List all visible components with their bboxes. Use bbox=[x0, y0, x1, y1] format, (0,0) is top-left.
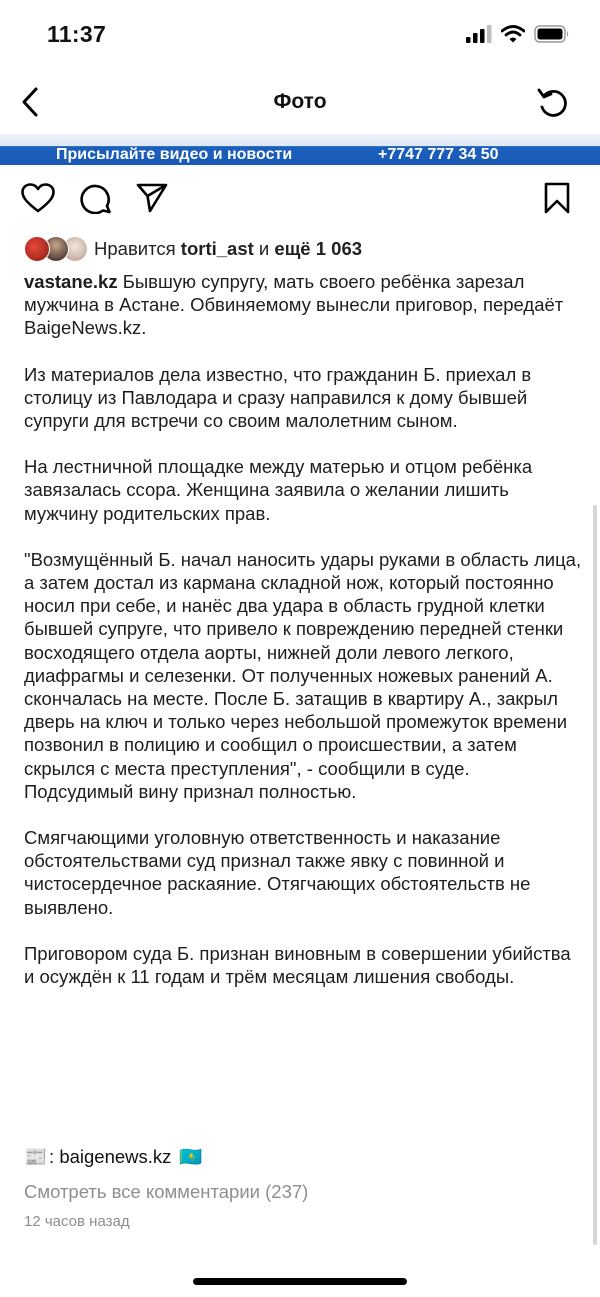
post-actions bbox=[0, 178, 600, 224]
home-indicator[interactable] bbox=[193, 1278, 407, 1285]
status-time: 11:37 bbox=[47, 21, 107, 47]
status-bar bbox=[0, 0, 600, 70]
status-icons bbox=[466, 25, 570, 43]
comment-icon bbox=[80, 182, 112, 214]
caption-paragraph: Приговором суда Б. признан виновным в совершении убийства и осуждён к 11 годам и трём месяцам лишения свободы. bbox=[24, 942, 571, 988]
scrollbar[interactable] bbox=[593, 505, 597, 1245]
caption-paragraph: На лестничной площадке между матерью и отцом ребёнка завязалась ссора. Женщина заявила о желании лишить мужчину родительских прав. bbox=[24, 456, 533, 524]
likes-joiner: и bbox=[258, 238, 270, 259]
post-image[interactable] bbox=[0, 134, 600, 165]
banner-phone: +7747 777 34 50 bbox=[378, 146, 499, 163]
refresh-icon bbox=[536, 86, 570, 120]
post-caption bbox=[24, 270, 584, 988]
caption-paragraph bbox=[24, 270, 584, 340]
post-timestamp: 12 часов назад bbox=[24, 1213, 130, 1230]
nav-bar bbox=[0, 72, 600, 134]
page-title: Фото bbox=[273, 90, 327, 113]
avatar bbox=[24, 236, 50, 262]
kazakhstan-flag-icon: 🇰🇿 bbox=[179, 1146, 203, 1167]
bookmark-icon bbox=[544, 182, 570, 214]
liker-avatars[interactable] bbox=[24, 236, 88, 262]
likes-count[interactable]: ещё 1 063 bbox=[274, 238, 363, 259]
newspaper-icon: 📰 bbox=[24, 1146, 48, 1167]
likes-summary[interactable] bbox=[94, 238, 362, 260]
view-all-comments-link[interactable]: Смотреть все комментарии (237) bbox=[24, 1181, 309, 1202]
caption-paragraph: Из материалов дела известно, что гражданин Б. приехал в столицу из Павлодара и сразу направился к дому бывшей супруги для встречи со своим малолетним сыном. bbox=[24, 363, 532, 432]
caption-text: Бывшую супругу, мать своего ребёнка зарезал мужчина в Астане. Обвиняемому вынесли приговор, передаёт BaigeNews.kz. bbox=[24, 271, 564, 339]
comment-button[interactable] bbox=[76, 178, 116, 218]
like-button[interactable] bbox=[18, 178, 58, 218]
caption-source bbox=[24, 1146, 202, 1168]
caption-paragraph: Подсудимый вину признал полностью. bbox=[24, 780, 357, 802]
wifi-icon bbox=[501, 25, 525, 43]
liker-username[interactable]: torti_ast bbox=[180, 238, 254, 259]
banner-text: Присылайте видео и новости bbox=[56, 146, 293, 163]
likes-row bbox=[24, 236, 362, 262]
author-username[interactable]: vastane.kz bbox=[24, 271, 118, 292]
paper-plane-icon bbox=[136, 183, 168, 213]
save-button[interactable] bbox=[537, 178, 577, 218]
caption-paragraph: "Возмущённый Б. начал наносить удары руками в область лица, а затем достал из кармана складной нож, который постоянно носил при себе, и нанёс два удара в область грудной клетки бывшей супруге, что привело к повреждению передней стенки восходящего отдела аорты, нижней доли левого легкого, диафрагмы и селезенки. От полученных ножевых ранений А. скончалась на месте. После Б. затащив в квартиру А., закрыл дверь на ключ и только через небольшой промежуток времени позвонил в полицию и сообщил о происшествии, а затем скрылся с места преступления", - сообщили в суде. bbox=[24, 548, 582, 779]
caption-paragraph: Смягчающими уголовную ответственность и наказание обстоятельствами суд признал также явку с повинной и чистосердечное раскаяние. Отягчающих обстоятельств не выявлено. bbox=[24, 827, 531, 918]
battery-icon bbox=[534, 25, 570, 43]
likes-prefix: Нравится bbox=[94, 238, 176, 259]
source-text: : baigenews.kz bbox=[49, 1146, 172, 1167]
share-button[interactable] bbox=[132, 178, 172, 218]
refresh-button[interactable] bbox=[534, 84, 572, 122]
cellular-signal-icon bbox=[466, 25, 492, 43]
heart-icon bbox=[21, 183, 55, 213]
